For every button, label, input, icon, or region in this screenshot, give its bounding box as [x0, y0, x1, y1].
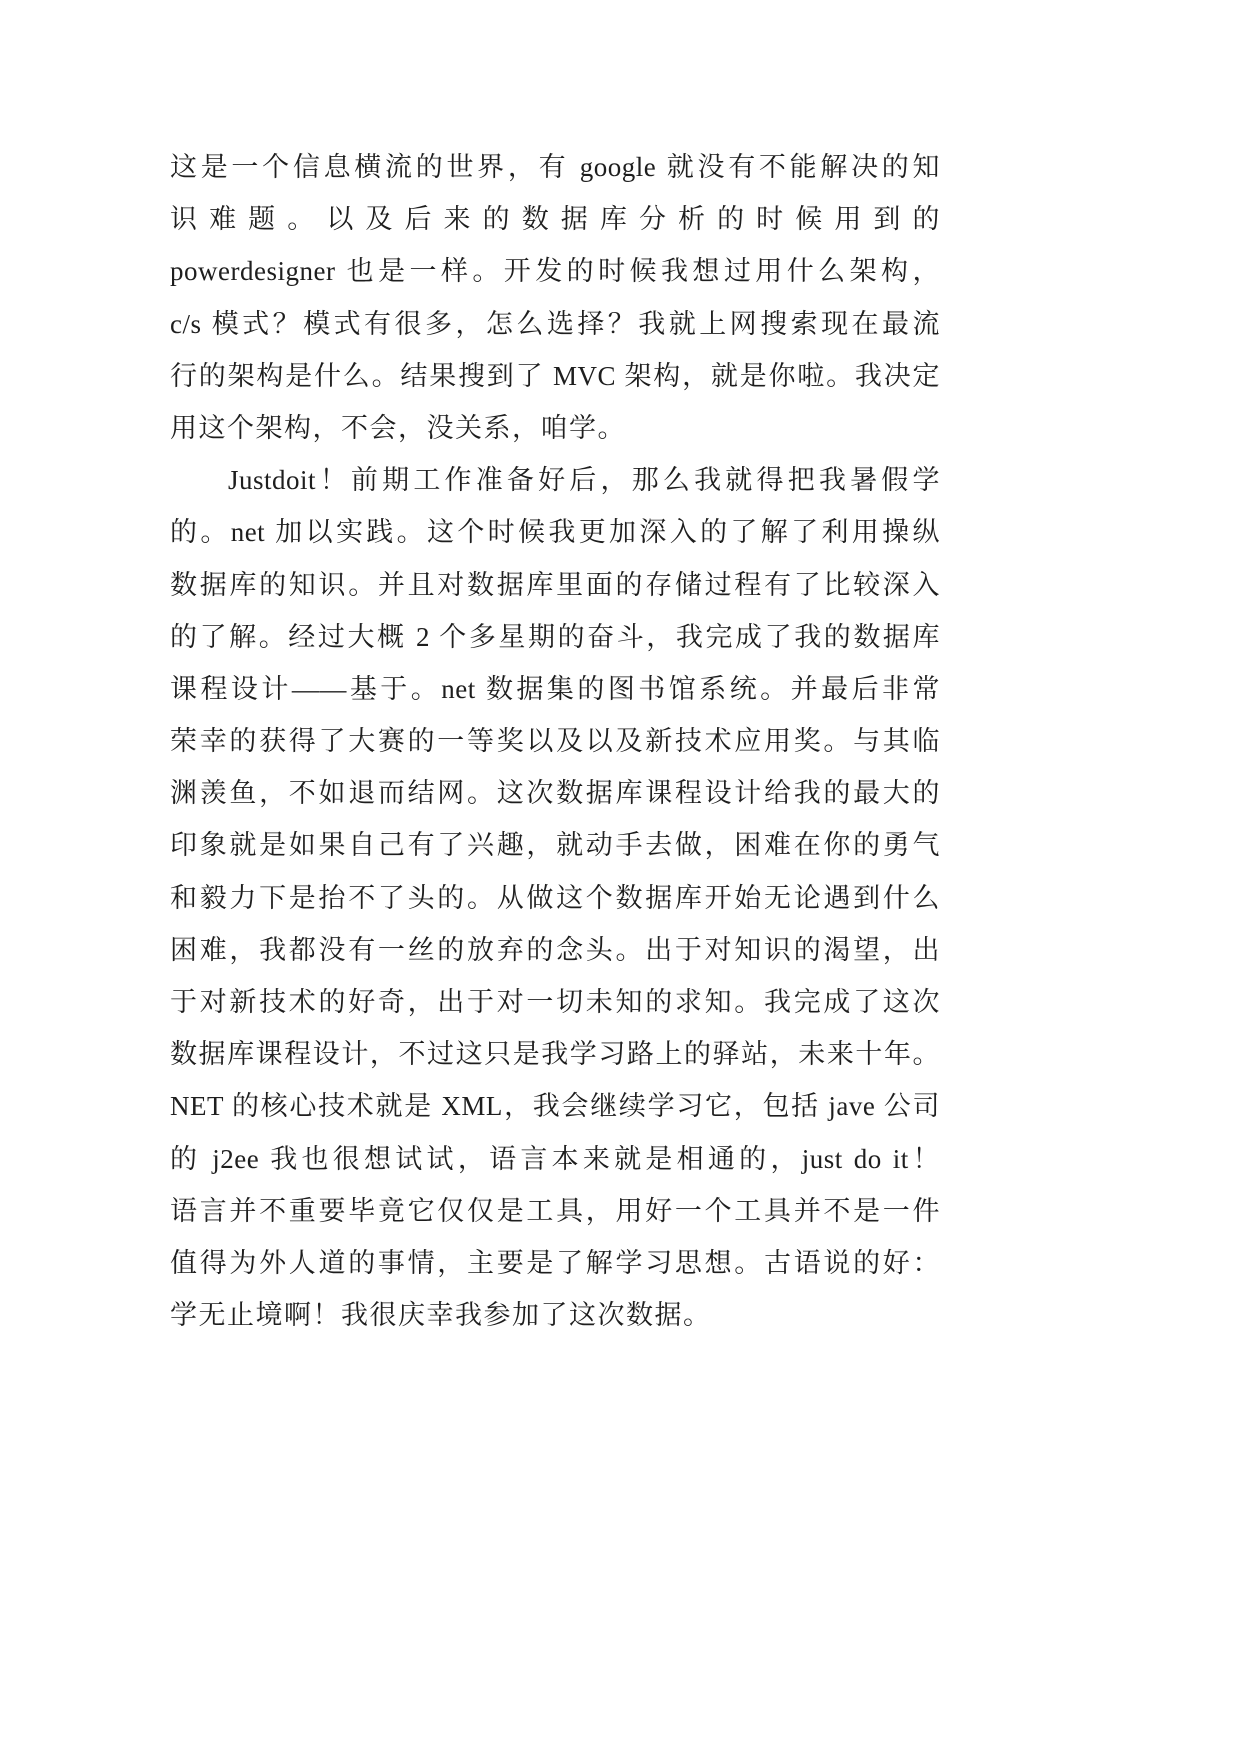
text-line: c/s 模式？模式有很多，怎么选择？我就上网搜索现在最流: [170, 308, 940, 339]
text-line: 识难题。以及后来的数据库分析的时候用到的: [170, 204, 940, 235]
body-text: [170, 141, 940, 1341]
text-line: 荣幸的获得了大赛的一等奖以及以及新技术应用奖。与其临: [170, 726, 940, 757]
text-line: 的了解。经过大概 2 个多星期的奋斗，我完成了我的数据库: [170, 621, 940, 652]
text-line: Justdoit！前期工作准备好后，那么我就得把我暑假学: [228, 465, 940, 496]
text-line: 于对新技术的好奇，出于对一切未知的求知。我完成了这次: [170, 987, 940, 1017]
text-line: 用这个架构，不会，没关系，咱学。: [170, 412, 626, 443]
text-line: 困难，我都没有一丝的放弃的念头。出于对知识的渴望，出: [170, 934, 940, 965]
paragraph-2: [170, 454, 940, 1341]
text-line: 学无止境啊！我很庆幸我参加了这次数据。: [170, 1300, 712, 1331]
text-line: 和毅力下是抬不了头的。从做这个数据库开始无论遇到什么: [170, 882, 940, 913]
text-line: 渊羡鱼，不如退而结网。这次数据库课程设计给我的最大的: [170, 778, 940, 809]
text-line: 语言并不重要毕竟它仅仅是工具，用好一个工具并不是一件: [170, 1195, 940, 1226]
text-line: 印象就是如果自己有了兴趣，就动手去做，困难在你的勇气: [170, 830, 940, 861]
text-line: 的 j2ee 我也很想试试，语言本来就是相通的，just do it！: [170, 1143, 940, 1174]
text-line: powerdesigner 也是一样。开发的时候我想过用什么架构，: [170, 256, 940, 287]
text-line: 值得为外人道的事情，主要是了解学习思想。古语说的好：: [170, 1247, 940, 1278]
text-line: 数据库的知识。并且对数据库里面的存储过程有了比较深入: [170, 569, 940, 600]
text-line: NET 的核心技术就是 XML，我会继续学习它，包括 jave 公司: [170, 1091, 940, 1122]
text-line: 数据库课程设计，不过这只是我学习路上的驿站，未来十年。: [170, 1039, 940, 1070]
text-line: 行的架构是什么。结果搜到了 MVC 架构，就是你啦。我决定: [170, 360, 940, 391]
paragraph-1: [170, 141, 940, 454]
text-line: 这是一个信息横流的世界，有 google 就没有不能解决的知: [170, 152, 940, 182]
text-line: 的。net 加以实践。这个时候我更加深入的了解了利用操纵: [170, 517, 940, 548]
text-line: 课程设计——基于。net 数据集的图书馆系统。并最后非常: [170, 673, 940, 704]
